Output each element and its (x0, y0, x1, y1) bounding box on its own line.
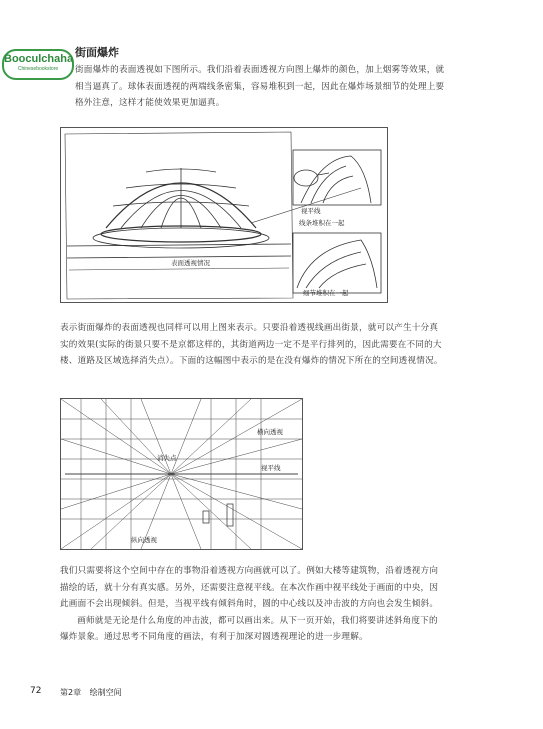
fig1-horizon-label: 视平线 (301, 207, 321, 215)
fig1-detail-label: 细节堆积在一起 (303, 289, 349, 297)
fig2-horizontal-label: 横向透视 (257, 428, 283, 436)
chapter-title: 绘制空间 (89, 688, 122, 697)
logo-subtitle: Chinesebookstore (17, 66, 59, 72)
intro-paragraph: 街面爆炸的表面透视如下图所示。我们沿着表面透视方向图上爆炸的颜色，加上烟雾等效果，就相当逼真了。球体表面透视的两端线条密集，容易堆积到一起，因此在爆炸场景细节的处理上要格外注意，这样才能使效果更加逼真。 (75, 65, 445, 108)
fig2-horizon-label: 视平线 (261, 464, 281, 472)
closing-paragraphs (60, 563, 444, 646)
logo-name: Booculchaha (4, 53, 74, 65)
street-perspective-figure (60, 398, 303, 550)
perspective-grid (61, 399, 302, 549)
section-title: 街面爆炸 (75, 46, 119, 59)
dome-perspective-figure (60, 127, 388, 303)
publisher-logo (2, 49, 74, 80)
closing-paragraph-1: 我们只需要将这个空间中存在的事物沿着透视方向画就可以了。例如大楼等建筑物，沿着透视方向描绘的话，就十分有真实感。另外，还需要注意视平线。在本次作画中视平线处于画面的中央，因此画面不会出现倾斜。但是，当视平线有倾斜角时，圆的中心线以及冲击波的方向也会发生倾斜。 (60, 566, 439, 609)
fig1-lines-label: 线条堆积在一起 (299, 219, 345, 227)
fig1-surface-label: 表面透视情况 (171, 259, 210, 267)
chapter-footer (60, 687, 122, 698)
fig2-vertical-label: 纵向透视 (131, 536, 157, 544)
page-number: 72 (30, 686, 42, 696)
fig2-vanishing-label: 消失点 (157, 454, 177, 462)
dome-sketch (61, 128, 387, 302)
chapter-number: 第2章 (60, 688, 82, 697)
middle-paragraph: 表示街面爆炸的表面透视也同样可以用上图来表示。只要沿着透视线画出街景，就可以产生十分真实的效果(实际的街景只要不是京都这样的，其街道两边一定不是平行排列的，因此需要在不同的大楼、道路及区域选择消失点）。下面的这幅图中表示的是在没有爆炸的情况下所在的空间透视情况。 (60, 323, 443, 366)
closing-paragraph-2: 画师就是无论是什么角度的冲击波，都可以画出来。从下一页开始，我们将要讲述斜角度下的爆炸景象。通过思考不同角度的画法，有利于加深对圆透视理论的进一步理解。 (60, 615, 438, 642)
